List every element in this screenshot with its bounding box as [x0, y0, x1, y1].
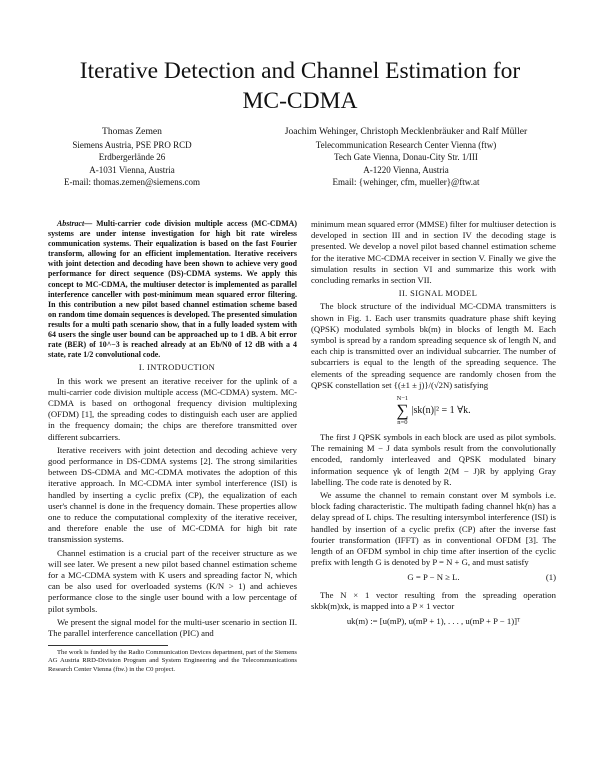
footnote-rule: [48, 645, 168, 646]
intro-paragraph-2: Iterative receivers with joint detection and decoding achieve very good performance in DS-CDMA systems [2]. The strong similarities between DS-CDMA and MC-CDMA motivates the adoption of this iterative approach. In MC-CDMA inter symbol interference (ISI) is handled by inserting a cyclic prefix (CP), the equalization of each user's channel is done in the frequency domain. These properties allow one to reduce the computational complexity of the iterative receiver, and therefore enable the use of MC-CDMA for high bit rate transmission systems.: [48, 444, 297, 545]
equation-2-body: uk(m) := [u(mP), u(mP + 1), . . . , u(mP + P − 1)]ᵀ: [346, 616, 521, 627]
signal-paragraph-1: The block structure of the individual MC-CDMA transmitters is shown in Fig. 1. Each user transmits quadrature phase shift keying (QPSK) modulated symbols bk(m) in blocks of length M. Each symbol is spread by a random spreading sequence sk of length N, and each chip is transmitted over an individual subcarrier. The number of subcarriers is equal to the length of the spreading sequence. The elements of the spreading sequence are randomly chosen from the QPSK constellation set {(±1 ± j)}/(√2N) satisfying: [311, 301, 556, 390]
right-column: [311, 219, 556, 633]
equation-sum: [311, 395, 556, 426]
author-street: Erdbergerlände 26: [98, 152, 166, 163]
footnote: The work is funded by the Radio Communication Devices department, part of the Siemens AG Austria RRD-Division Program and System Engineering and the Telecommunications Research Center Vienna (ftw.) in the C0 project.: [48, 649, 297, 673]
author-name: Thomas Zemen: [102, 126, 162, 137]
title-line-2: MC-CDMA: [242, 88, 358, 114]
author-names: Joachim Wehinger, Christoph Mecklenbräuker and Ralf Müller: [284, 126, 528, 137]
author-city: A-1220 Vienna, Austria: [363, 164, 449, 175]
intro-paragraph-4: We present the signal model for the multi-user scenario in section II. The parallel interference cancellation (PIC) and: [48, 616, 297, 638]
sum-upper-limit: N−1: [396, 395, 409, 403]
signal-paragraph-2: The first J QPSK symbols in each block are used as pilot symbols. The remaining M − J data symbols result from the convolutionally encoded, randomly interleaved and QPSK modulated binary information sequence γk of length 2(M − J)R by applying Gray labelling. The code rate is denoted by R.: [311, 432, 556, 487]
intro-paragraph-3: Channel estimation is a crucial part of the receiver structure as we will see later. We present a new pilot based channel estimation scheme for a MC-CDMA system with K users and spreading factor N, which can be also used for overloaded systems (K/N > 1) and achieves performance close to the single user bound with a low percentage of pilot symbols.: [48, 547, 297, 614]
paper-title: [40, 56, 560, 116]
intro-paragraph-1: In this work we present an iterative receiver for the uplink of a multi-carrier code division multiple access (MC-CDMA) system. MC-CDMA is based on orthogonal frequency division multiplexing (OFDM) [1], the spreading codes to distinguish each user are applied in the frequency domain; the chips are therefore transmitted over different subcarriers.: [48, 375, 297, 442]
left-column: [48, 219, 297, 676]
section-heading-signal-model: II. SIGNAL MODEL: [398, 289, 478, 299]
equation-1-body: G = P − N ≥ L.: [407, 572, 460, 583]
author-city: A-1031 Vienna, Austria: [89, 164, 175, 175]
abstract-text: — Multi-carrier code division multiple access (MC-CDMA) systems are under intense investigation for high bit rate wireless communication systems. Their equalization is based on the fast Fourier transform, allowing for an efficient implementation. Iterative receivers with joint detection and decoding have been shown to achieve very good performance for direct sequence (DS)-CDMA systems. We apply this concept to MC-CDMA, the multiuser detector is implemented as parallel interference canceller with post-minimum mean squared error filtering. In this contribution a new pilot based channel estimation scheme based on random time domain sequences is developed. The presented simulation results for a multi path scenario show, that in a fully loaded system with 64 users the single user bound can be approached up to 1 dB. A bit error rate (BER) of 10^−3 is reached already at an Eb/N0 of 12 dB with a 4 state, rate 1/2 convolutional code.: [48, 219, 297, 360]
equation-1-number: (1): [545, 572, 556, 583]
section-heading-introduction: I. INTRODUCTION: [138, 363, 216, 373]
equation-2: [311, 616, 556, 627]
author-email: Email: {wehinger, cfm, mueller}@ftw.at: [332, 177, 480, 188]
author-block-left: [32, 126, 232, 189]
signal-paragraph-3: We assume the channel to remain constant over M symbols i.e. block fading characteristic. The multipath fading channel hk(n) has a delay spread of L chips. The resulting intersymbol interference (ISI) is handled by insertion of a cyclic prefix (CP) after the inverse fast fourier transformation (IFFT) as in conventional OFDM [3]. The length of an OFDM symbol in chip time after insertion of the cyclic prefix with length G is denoted by P = N + G, and must satisfy: [311, 490, 556, 568]
title-line-1: Iterative Detection and Channel Estimation for: [79, 58, 521, 84]
sum-lower-limit: n=0: [397, 419, 408, 427]
author-email: E-mail: thomas.zemen@siemens.com: [63, 177, 200, 188]
author-street: Tech Gate Vienna, Donau-City Str. 1/III: [334, 152, 478, 163]
author-affiliation: Siemens Austria, PSE PRO RCD: [72, 139, 192, 150]
equation-1: [311, 572, 556, 583]
sum-operator: [396, 395, 408, 426]
sum-body: |sk(n)|² = 1 ∀k.: [411, 404, 471, 416]
abstract: [48, 219, 297, 360]
abstract-label: Abstract: [57, 219, 85, 228]
intro-paragraph-continued: minimum mean squared error (MMSE) filter for multiuser detection is developed in section III and in section IV the decoding stage is presented. We develop a novel pilot based channel estimation scheme for the iterative MC-CDMA receiver in section V. Finally we give the simulation results in section VI and summarize this work with concluding remarks in section VII.: [311, 219, 556, 286]
author-affiliation: Telecommunication Research Center Vienna (ftw): [315, 139, 497, 150]
author-block-right: [236, 126, 576, 189]
signal-paragraph-4: The N × 1 vector resulting from the spreading operation skbk(m)xk, is mapped into a P × 1 vector: [311, 589, 556, 611]
sigma-icon: ∑: [396, 401, 409, 421]
